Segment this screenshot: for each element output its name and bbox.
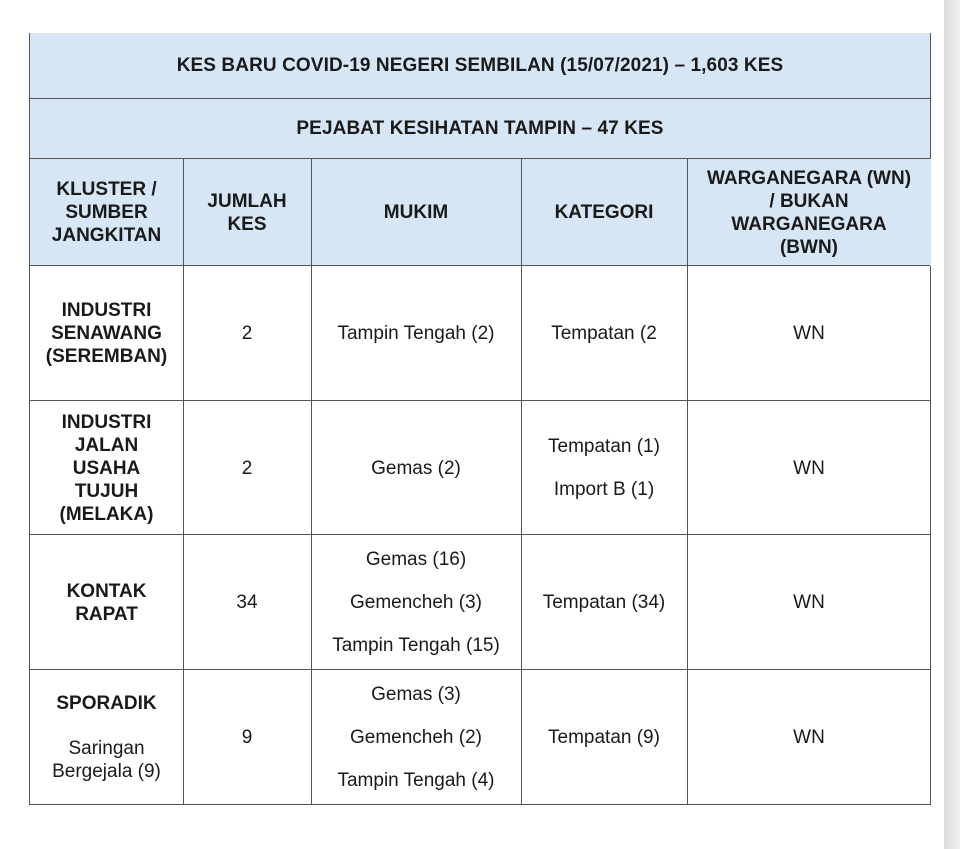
header-jumlah-kes: JUMLAH KES (183, 159, 311, 266)
table-row-source: KONTAK RAPAT (66, 580, 147, 625)
table-row-source: SPORADIK Saringan Bergejala (9) (52, 692, 161, 782)
table-row-wn: WN (793, 726, 825, 748)
table-title: KES BARU COVID-19 NEGERI SEMBILAN (15/07/2021) – 1,603 KES (30, 33, 930, 99)
table-row-mukim: Gemas (2) (371, 457, 461, 479)
table-row-wn: WN (793, 457, 825, 479)
row-divider (30, 265, 930, 266)
table-row-source: INDUSTRI JALAN USAHA TUJUH (MELAKA) (59, 411, 154, 525)
table-row-source: INDUSTRI SENAWANG (SEREMBAN) (45, 300, 168, 367)
covid-cases-table (29, 33, 931, 805)
table-row-kategori: Tempatan (2 (551, 323, 657, 344)
row-divider (30, 400, 930, 401)
table-row-count: 2 (241, 457, 253, 479)
header-warganegara: WARGANEGARA (WN) / BUKAN WARGANEGARA (BWN) (687, 159, 931, 266)
row-divider (30, 534, 930, 535)
table-row-wn: WN (793, 592, 825, 613)
page-edge-shadow (944, 0, 960, 849)
table-subtitle: PEJABAT KESIHATAN TAMPIN – 47 KES (30, 99, 930, 159)
table-row-count: 34 (236, 592, 258, 613)
table-row-kategori: Tempatan (34) (542, 592, 666, 613)
table-row-kategori: Tempatan (9) (548, 726, 660, 748)
table-row-kategori: Tempatan (1) Import B (1) (548, 436, 660, 500)
header-mukim: MUKIM (311, 159, 521, 266)
column-divider (311, 159, 312, 805)
column-divider (183, 159, 184, 805)
row-divider (30, 669, 930, 670)
table-row-count: 2 (241, 323, 253, 344)
table-row-wn: WN (793, 323, 825, 344)
header-kategori: KATEGORI (521, 159, 687, 266)
column-divider (521, 159, 522, 805)
table-row-mukim: Tampin Tengah (2) (337, 323, 495, 344)
column-divider (687, 159, 688, 805)
header-kluster: KLUSTER / SUMBER JANGKITAN (30, 159, 183, 266)
table-row-count: 9 (241, 726, 253, 748)
table-row-mukim: Gemas (3) Gemencheh (2) Tampin Tengah (4) (337, 683, 495, 791)
table-row-mukim: Gemas (16) Gemencheh (3) Tampin Tengah (15) (332, 549, 500, 656)
